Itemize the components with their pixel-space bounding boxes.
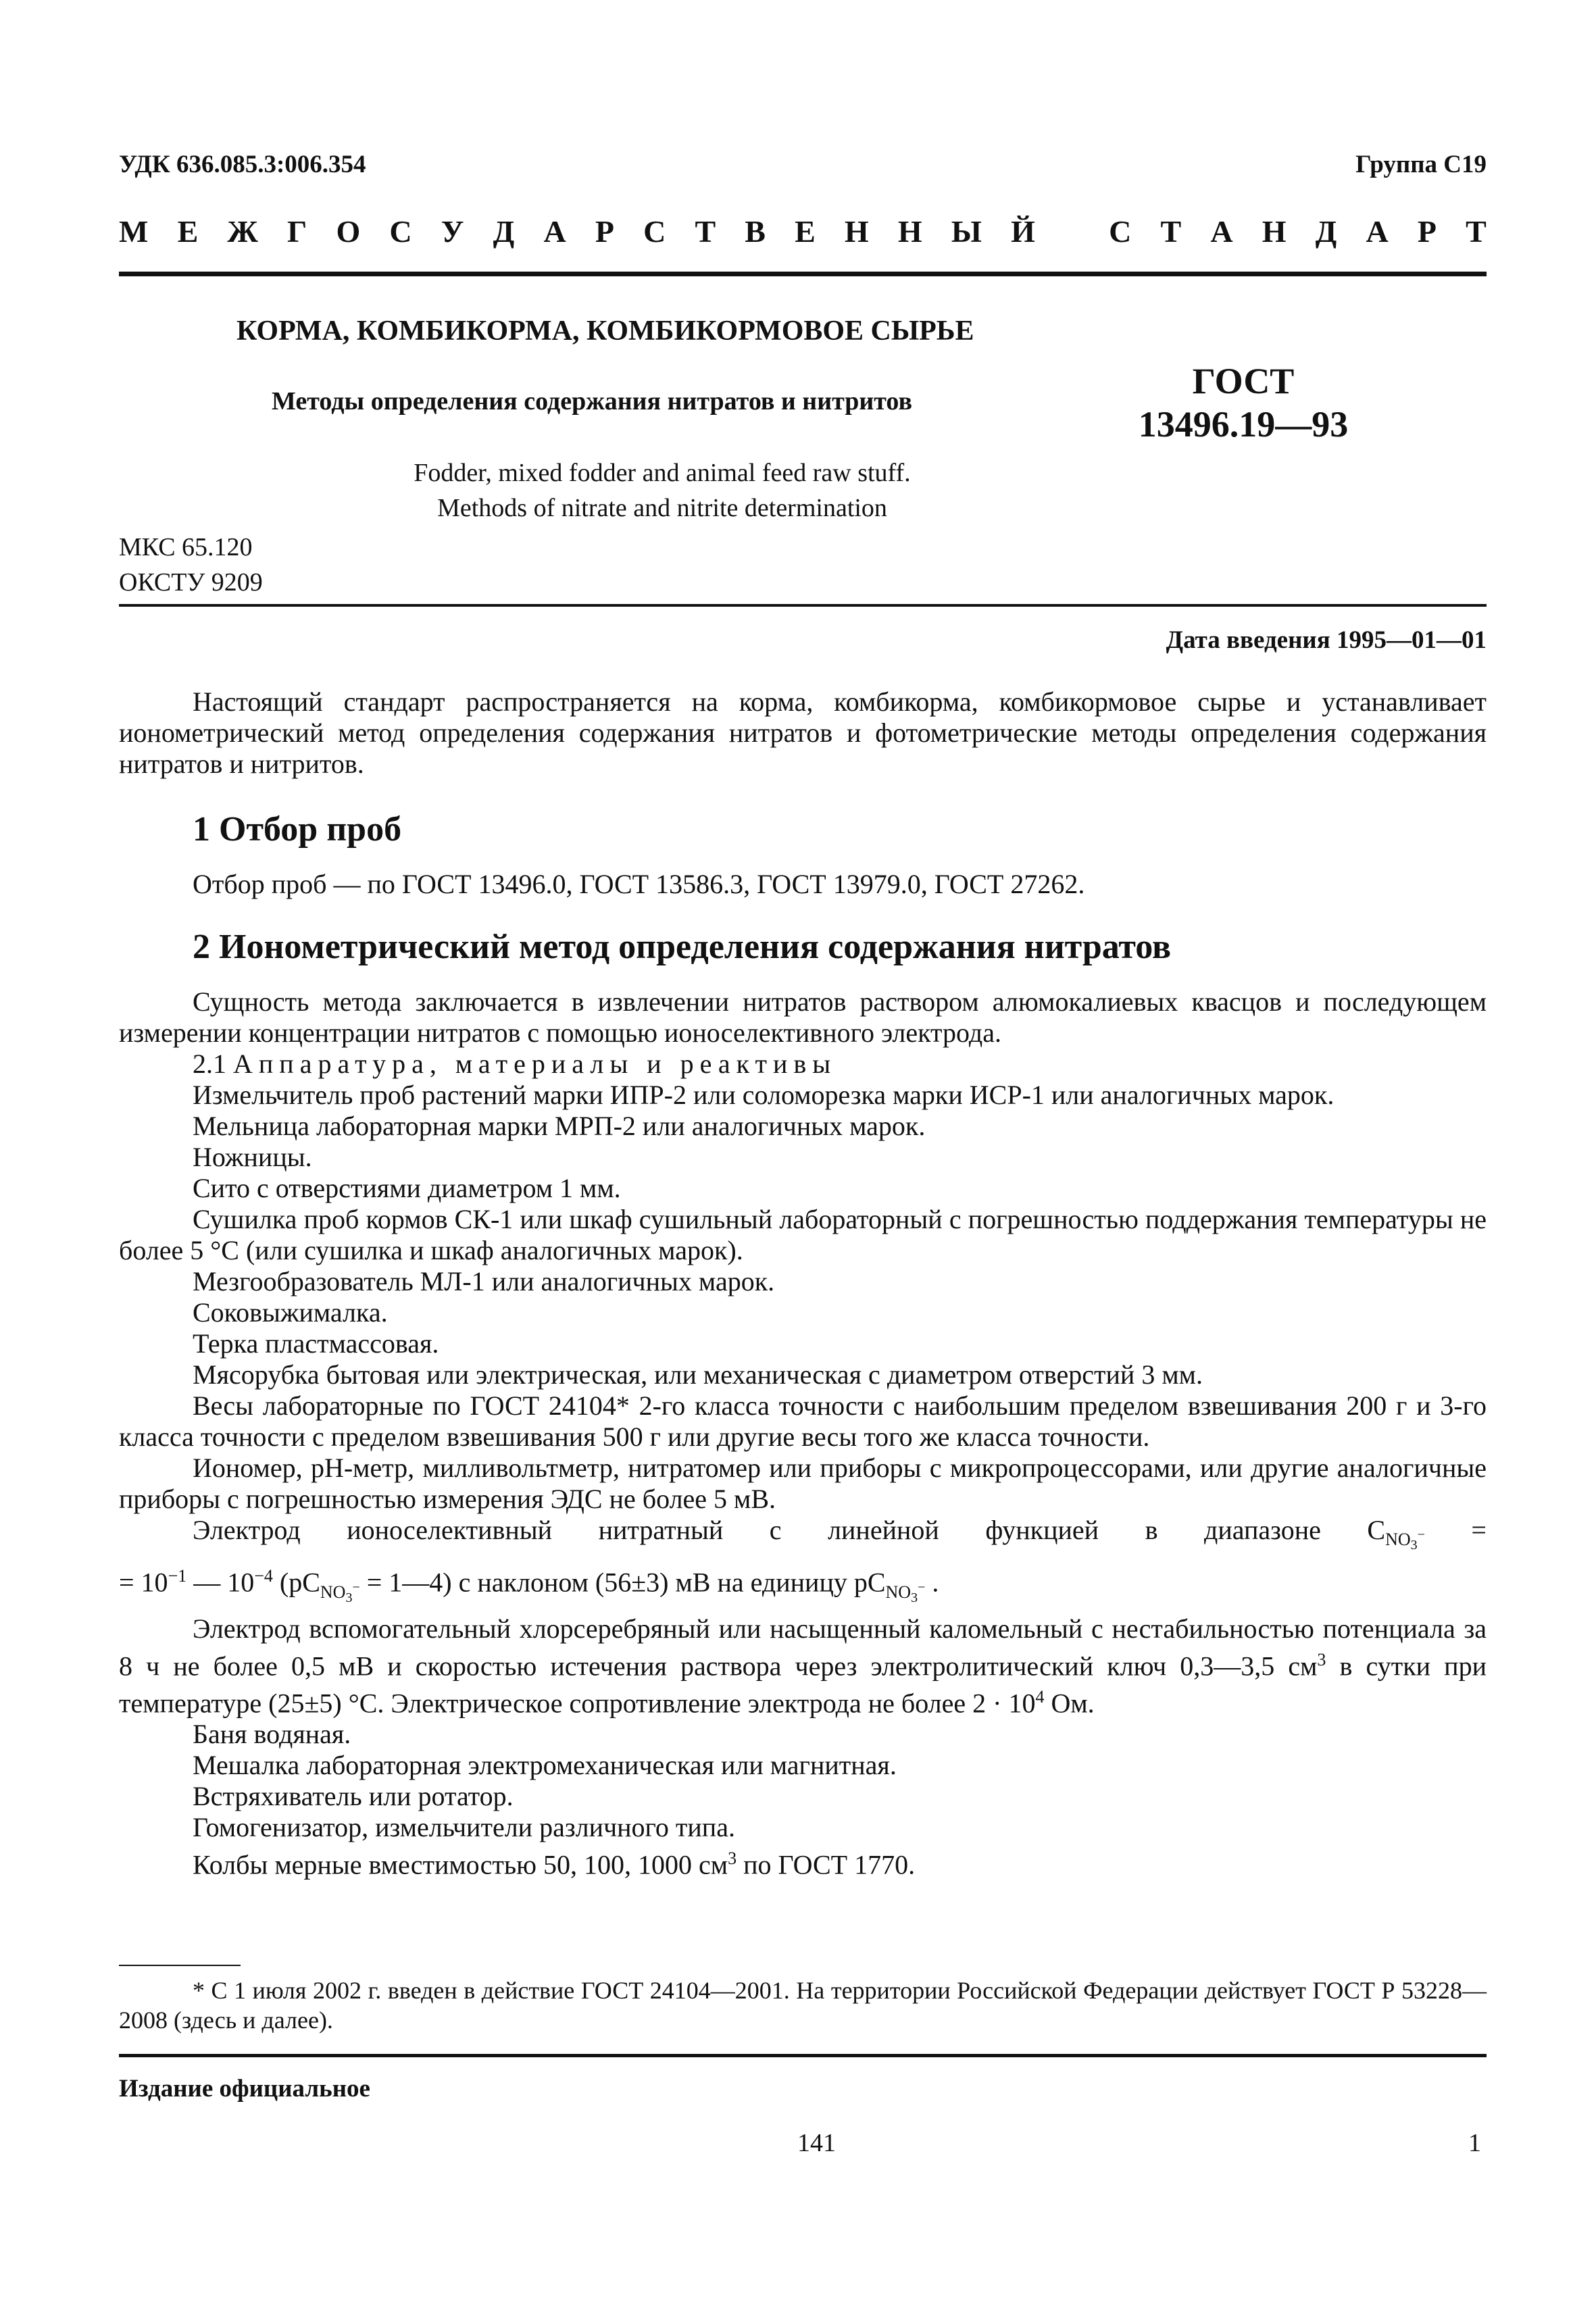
ref-text-2: в сутки при температуре (25±5) °С. Электрическое сопротивление электрода не более 2 · 10 bbox=[119, 1651, 1487, 1719]
english-title-line1: Fodder, mixed fodder and animal feed raw stuff. bbox=[414, 459, 911, 487]
section-2-body bbox=[119, 986, 1487, 1881]
sub-3: 3 bbox=[1410, 1538, 1418, 1553]
standard-type-letter: Т bbox=[695, 214, 716, 249]
dash-ten: — 10 bbox=[186, 1567, 255, 1598]
standard-type-letter: Е bbox=[177, 214, 199, 249]
udk-code: УДК 636.085.3:006.354 bbox=[119, 151, 366, 178]
list-item: Сушилка проб кормов СК-1 или шкаф сушильный лабораторный с погрешностью поддержания температуры не более 5 °С (или сушилка и шкаф аналогичных марок). bbox=[119, 1204, 1487, 1265]
standard-type-letter: Р bbox=[595, 214, 614, 249]
standard-type-letter: Р bbox=[1417, 214, 1437, 249]
standard-type-letter: С bbox=[1109, 214, 1132, 249]
standard-type-letter: В bbox=[745, 214, 766, 249]
exp-4: −4 bbox=[254, 1566, 273, 1586]
gost-label: ГОСТ bbox=[1192, 361, 1295, 401]
standard-type bbox=[119, 213, 1487, 249]
document-title: КОРМА, КОМБИКОРМА, КОМБИКОРМОВОЕ СЫРЬЕ bbox=[236, 316, 974, 347]
footnote-text: * С 1 июля 2002 г. введен в действие ГОСТ 24104—2001. На территории Российской Федерации действует ГОСТ Р 53228—2008 (здесь и далее). bbox=[119, 1977, 1487, 2034]
list-item: Встряхиватель или ротатор. bbox=[193, 1781, 514, 1812]
english-title-line2: Methods of nitrate and nitrite determination bbox=[437, 494, 887, 522]
standard-type-letter: Е bbox=[795, 214, 816, 249]
range-text: = 1—4) с наклоном (56±3) мВ на единицу pC bbox=[359, 1567, 886, 1598]
standard-type-letter: Г bbox=[287, 214, 307, 249]
sub-no-3: NO bbox=[885, 1582, 912, 1602]
exp-1: −1 bbox=[168, 1566, 187, 1586]
standard-type-letter: Д bbox=[1315, 214, 1337, 249]
sup-minus-3: − bbox=[918, 1579, 926, 1594]
subsection-number: 2.1 bbox=[193, 1049, 226, 1079]
list-item: Измельчитель проб растений марки ИПР-2 или соломорезка марки ИСР-1 или аналогичных марок. bbox=[193, 1080, 1335, 1110]
document-subtitle: Методы определения содержания нитратов и нитритов bbox=[272, 387, 912, 416]
footer-rule bbox=[119, 2054, 1487, 2057]
ion-electrode-line1 bbox=[119, 1515, 1487, 1561]
mks-code: МКС 65.120 bbox=[119, 533, 253, 561]
standard-type-letter: С bbox=[389, 214, 412, 249]
flasks-text: Колбы мерные вместимостью 50, 100, 1000 см bbox=[193, 1849, 728, 1880]
equals: = bbox=[1424, 1515, 1487, 1545]
classification bbox=[119, 530, 263, 600]
footnote bbox=[119, 1976, 1487, 2035]
footnote-rule bbox=[119, 1965, 241, 1966]
standard-type-letter: У bbox=[441, 214, 464, 249]
subsection-2-1-heading bbox=[119, 1049, 1487, 1080]
pc-sub-3 bbox=[885, 1579, 926, 1605]
standard-type-letter: Й bbox=[1011, 214, 1035, 249]
ref-sup-4: 4 bbox=[1035, 1687, 1045, 1707]
sub-no-2: NO bbox=[320, 1582, 346, 1602]
standard-type-letter: М bbox=[119, 214, 149, 249]
standard-type-letter: О bbox=[336, 214, 361, 249]
ion-electrode-line2 bbox=[119, 1561, 1487, 1613]
ref-text-1: Электрод вспомогательный хлорсеребряный или насыщенный каломельный с нестабильностью потенциала за 8 ч не более 0,5 мВ и скоростью истечения раствора через электролитический ключ 0,3—3,5 см bbox=[119, 1613, 1487, 1682]
list-item: Мясорубка бытовая или электрическая, или механическая с диаметром отверстий 3 мм. bbox=[193, 1359, 1203, 1390]
english-title bbox=[291, 455, 1034, 526]
sup-minus-2: − bbox=[352, 1579, 360, 1594]
list-item: Ножницы. bbox=[193, 1142, 312, 1172]
list-item: Весы лабораторные по ГОСТ 24104* 2-го класса точности с наибольшим пределом взвешивания 200 г и 3-го класса точности с пределом взвешивания 500 г или другие весы того же класса точности. bbox=[119, 1390, 1487, 1452]
section-1-body bbox=[119, 869, 1487, 900]
gost-designation bbox=[1108, 359, 1378, 446]
intro-date: Дата введения 1995—01—01 bbox=[1166, 626, 1487, 654]
standard-type-letter: Д bbox=[493, 214, 515, 249]
equipment-list bbox=[119, 1080, 1487, 1515]
sub-3-2: 3 bbox=[345, 1590, 353, 1605]
flasks-sup: 3 bbox=[728, 1848, 737, 1869]
list-item: Мешалка лабораторная электромеханическая или магнитная. bbox=[193, 1750, 897, 1781]
section-1-text: Отбор проб — по ГОСТ 13496.0, ГОСТ 13586.3, ГОСТ 13979.0, ГОСТ 27262. bbox=[193, 869, 1085, 899]
electrode-text: Электрод ионоселективный нитратный с линейной функцией в диапазоне С bbox=[193, 1515, 1386, 1545]
gost-number: 13496.19—93 bbox=[1138, 404, 1349, 445]
intro-paragraph bbox=[119, 686, 1487, 780]
list-item: Иономер, рН-метр, милливольтметр, нитратомер или приборы с микропроцессорами, или другие аналогичные приборы с погрешностью измерения ЭДС не более 5 мВ. bbox=[119, 1453, 1487, 1514]
method-essence: Сущность метода заключается в извлечении нитратов раствором алюмокалиевых квасцов и последующем измерении концентрации нитратов с помощью ионоселективного электрода. bbox=[119, 986, 1487, 1048]
flasks-text-2: по ГОСТ 1770. bbox=[737, 1849, 916, 1880]
standard-type-letter: А bbox=[1210, 214, 1233, 249]
standard-type-letter: Ы bbox=[951, 214, 982, 249]
standard-type-letter: Н bbox=[897, 214, 922, 249]
period: . bbox=[925, 1567, 939, 1598]
ten: = 10 bbox=[119, 1567, 168, 1598]
pc: (pC bbox=[272, 1567, 320, 1598]
reference-electrode bbox=[119, 1613, 1487, 1719]
flasks-item bbox=[119, 1843, 1487, 1880]
section-1-heading: 1 Отбор проб bbox=[193, 810, 402, 849]
list-item: Баня водяная. bbox=[193, 1719, 351, 1750]
pc-sub bbox=[320, 1579, 360, 1605]
header-rule bbox=[119, 272, 1487, 276]
page-number-right: 1 bbox=[1468, 2129, 1481, 2157]
sub-no: NO bbox=[1385, 1530, 1411, 1549]
official-edition: Издание официальное bbox=[119, 2075, 370, 2103]
standard-type-letter: Ж bbox=[227, 214, 258, 249]
group-code: Группа С19 bbox=[1355, 151, 1487, 178]
page-number-center: 141 bbox=[797, 2129, 836, 2157]
standard-type-gap bbox=[1064, 213, 1080, 249]
ref-sup-3: 3 bbox=[1317, 1649, 1326, 1669]
standard-type-letter: Н bbox=[1262, 214, 1287, 249]
equipment-list-2 bbox=[119, 1719, 1487, 1843]
okstu-code: ОКСТУ 9209 bbox=[119, 568, 263, 597]
standard-type-letter: Т bbox=[1466, 214, 1487, 249]
list-item: Мельница лабораторная марки МРП-2 или аналогичных марок. bbox=[193, 1111, 926, 1141]
electrode-sub bbox=[1385, 1527, 1425, 1553]
list-item: Гомогенизатор, измельчители различного типа. bbox=[193, 1812, 735, 1843]
standard-type-letter: Т bbox=[1160, 214, 1182, 249]
intro-text: Настоящий стандарт распространяется на корма, комбикорма, комбикормовое сырье и устанавливает ионометрический метод определения содержания нитратов и фотометрические методы определения содержания нитратов и нитритов. bbox=[119, 686, 1487, 779]
list-item: Терка пластмассовая. bbox=[193, 1328, 439, 1359]
section-2-heading: 2 Ионометрический метод определения содержания нитратов bbox=[193, 928, 1172, 966]
title-rule bbox=[119, 604, 1487, 607]
list-item: Соковыжималка. bbox=[193, 1297, 388, 1328]
standard-type-letter: А bbox=[1366, 214, 1389, 249]
sub-3-3: 3 bbox=[911, 1590, 918, 1605]
sup-minus: − bbox=[1417, 1527, 1425, 1542]
standard-type-letter: Н bbox=[844, 214, 869, 249]
standard-type-letter: С bbox=[643, 214, 666, 249]
standard-type-letter: А bbox=[543, 214, 566, 249]
ref-text-3: Ом. bbox=[1044, 1688, 1095, 1719]
list-item: Мезгообразователь МЛ-1 или аналогичных марок. bbox=[193, 1266, 775, 1297]
list-item: Сито с отверстиями диаметром 1 мм. bbox=[193, 1173, 621, 1203]
subsection-title: Аппаратура, материалы и реактивы bbox=[233, 1049, 837, 1079]
